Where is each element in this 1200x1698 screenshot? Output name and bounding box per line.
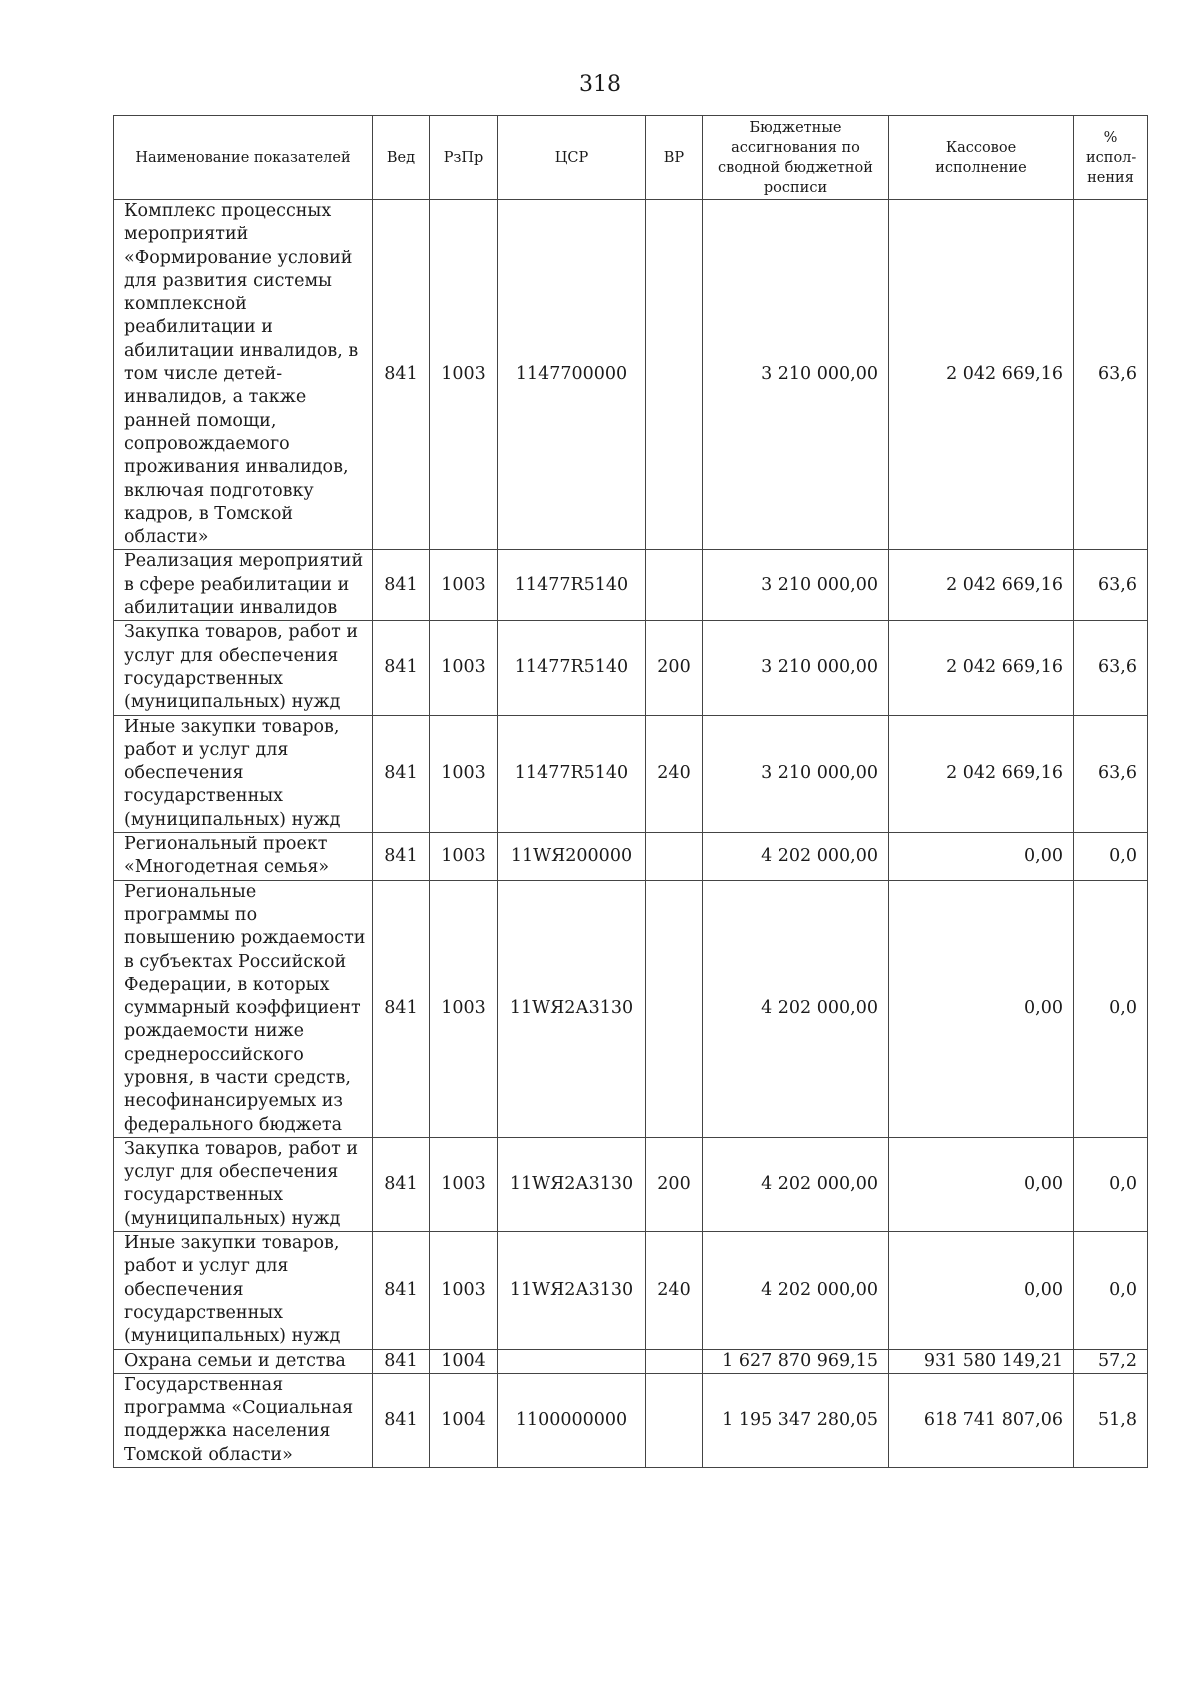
page-number: 318 [579, 72, 621, 97]
header-row [114, 116, 1148, 200]
table-row [114, 715, 1148, 832]
header-cash: Кассовое исполнение [889, 116, 1074, 200]
cell-vr [646, 1349, 703, 1373]
cell-pct: 0,0 [1074, 1137, 1148, 1231]
cell-budget: 3 210 000,00 [703, 715, 889, 832]
cell-cash: 0,00 [889, 880, 1074, 1137]
cell-name: Охрана семьи и детства [114, 1349, 373, 1373]
cell-budget: 4 202 000,00 [703, 1137, 889, 1231]
table-row [114, 1349, 1148, 1373]
table-row [114, 1137, 1148, 1231]
cell-budget: 1 195 347 280,05 [703, 1373, 889, 1467]
cell-pct: 63,6 [1074, 550, 1148, 621]
cell-csr: 11477R5140 [498, 715, 646, 832]
cell-ved: 841 [373, 200, 430, 550]
table-row [114, 621, 1148, 715]
cell-pct: 63,6 [1074, 200, 1148, 550]
cell-csr: 11WЯ2А3130 [498, 1137, 646, 1231]
cell-pct: 51,8 [1074, 1373, 1148, 1467]
cell-pct: 57,2 [1074, 1349, 1148, 1373]
cell-name: Иные закупки товаров, работ и услуг для обеспечения государственных (муниципальных) нужд [114, 1232, 373, 1349]
cell-ved: 841 [373, 1373, 430, 1467]
cell-cash: 2 042 669,16 [889, 550, 1074, 621]
header-budget: Бюджетные ассигнования по сводной бюджетной росписи [703, 116, 889, 200]
cell-pct: 0,0 [1074, 833, 1148, 881]
cell-name: Реализация мероприятий в сфере реабилитации и абилитации инвалидов [114, 550, 373, 621]
cell-budget: 1 627 870 969,15 [703, 1349, 889, 1373]
cell-cash: 2 042 669,16 [889, 715, 1074, 832]
cell-cash: 0,00 [889, 1137, 1074, 1231]
cell-rzpr: 1003 [430, 550, 498, 621]
cell-csr: 11WЯ2А3130 [498, 1232, 646, 1349]
cell-budget: 4 202 000,00 [703, 880, 889, 1137]
cell-ved: 841 [373, 1349, 430, 1373]
cell-ved: 841 [373, 880, 430, 1137]
cell-ved: 841 [373, 621, 430, 715]
cell-vr [646, 550, 703, 621]
budget-execution-table [113, 115, 1148, 1468]
header-name: Наименование показателей [114, 116, 373, 200]
cell-rzpr: 1004 [430, 1373, 498, 1467]
cell-cash: 618 741 807,06 [889, 1373, 1074, 1467]
cell-rzpr: 1003 [430, 715, 498, 832]
cell-vr: 240 [646, 715, 703, 832]
cell-vr: 200 [646, 621, 703, 715]
cell-csr: 11477R5140 [498, 621, 646, 715]
table-row [114, 200, 1148, 550]
cell-cash: 0,00 [889, 1232, 1074, 1349]
cell-cash: 2 042 669,16 [889, 621, 1074, 715]
cell-ved: 841 [373, 833, 430, 881]
cell-budget: 4 202 000,00 [703, 1232, 889, 1349]
cell-pct: 0,0 [1074, 880, 1148, 1137]
cell-ved: 841 [373, 715, 430, 832]
cell-vr: 200 [646, 1137, 703, 1231]
cell-csr: 11477R5140 [498, 550, 646, 621]
table-row [114, 550, 1148, 621]
header-pct: % испол-нения [1074, 116, 1148, 200]
cell-csr [498, 1349, 646, 1373]
cell-vr [646, 200, 703, 550]
cell-name: Региональные программы по повышению рождаемости в субъектах Российской Федерации, в которых суммарный коэффициент рождаемости ниже среднероссийского уровня, в части средств, несофинансируемых из федерального бюджета [114, 880, 373, 1137]
cell-pct: 63,6 [1074, 621, 1148, 715]
cell-cash: 0,00 [889, 833, 1074, 881]
cell-pct: 0,0 [1074, 1232, 1148, 1349]
cell-csr: 11WЯ200000 [498, 833, 646, 881]
cell-csr: 11WЯ2А3130 [498, 880, 646, 1137]
table-row [114, 1373, 1148, 1467]
cell-budget: 3 210 000,00 [703, 550, 889, 621]
table-row [114, 833, 1148, 881]
cell-cash: 931 580 149,21 [889, 1349, 1074, 1373]
header-ved: Вед [373, 116, 430, 200]
cell-name: Комплекс процессных мероприятий «Формирование условий для развития системы комплексной реабилитации и абилитации инвалидов, в том числе детей-инвалидов, а также ранней помощи, сопровождаемого проживания инвалидов, включая подготовку кадров, в Томской области» [114, 200, 373, 550]
cell-rzpr: 1003 [430, 1232, 498, 1349]
cell-budget: 3 210 000,00 [703, 621, 889, 715]
cell-vr [646, 880, 703, 1137]
cell-name: Закупка товаров, работ и услуг для обеспечения государственных (муниципальных) нужд [114, 621, 373, 715]
cell-ved: 841 [373, 1137, 430, 1231]
cell-budget: 4 202 000,00 [703, 833, 889, 881]
cell-rzpr: 1003 [430, 1137, 498, 1231]
cell-csr: 1147700000 [498, 200, 646, 550]
cell-rzpr: 1003 [430, 833, 498, 881]
cell-name: Иные закупки товаров, работ и услуг для обеспечения государственных (муниципальных) нужд [114, 715, 373, 832]
cell-rzpr: 1003 [430, 200, 498, 550]
header-vr: ВР [646, 116, 703, 200]
cell-vr [646, 833, 703, 881]
header-rzpr: РзПр [430, 116, 498, 200]
cell-rzpr: 1003 [430, 621, 498, 715]
cell-budget: 3 210 000,00 [703, 200, 889, 550]
cell-cash: 2 042 669,16 [889, 200, 1074, 550]
cell-vr: 240 [646, 1232, 703, 1349]
table-row [114, 1232, 1148, 1349]
table-row [114, 880, 1148, 1137]
cell-rzpr: 1004 [430, 1349, 498, 1373]
cell-pct: 63,6 [1074, 715, 1148, 832]
cell-name: Региональный проект «Многодетная семья» [114, 833, 373, 881]
cell-ved: 841 [373, 550, 430, 621]
cell-name: Закупка товаров, работ и услуг для обеспечения государственных (муниципальных) нужд [114, 1137, 373, 1231]
cell-vr [646, 1373, 703, 1467]
header-csr: ЦСР [498, 116, 646, 200]
cell-rzpr: 1003 [430, 880, 498, 1137]
cell-ved: 841 [373, 1232, 430, 1349]
cell-csr: 1100000000 [498, 1373, 646, 1467]
cell-name: Государственная программа «Социальная поддержка населения Томской области» [114, 1373, 373, 1467]
